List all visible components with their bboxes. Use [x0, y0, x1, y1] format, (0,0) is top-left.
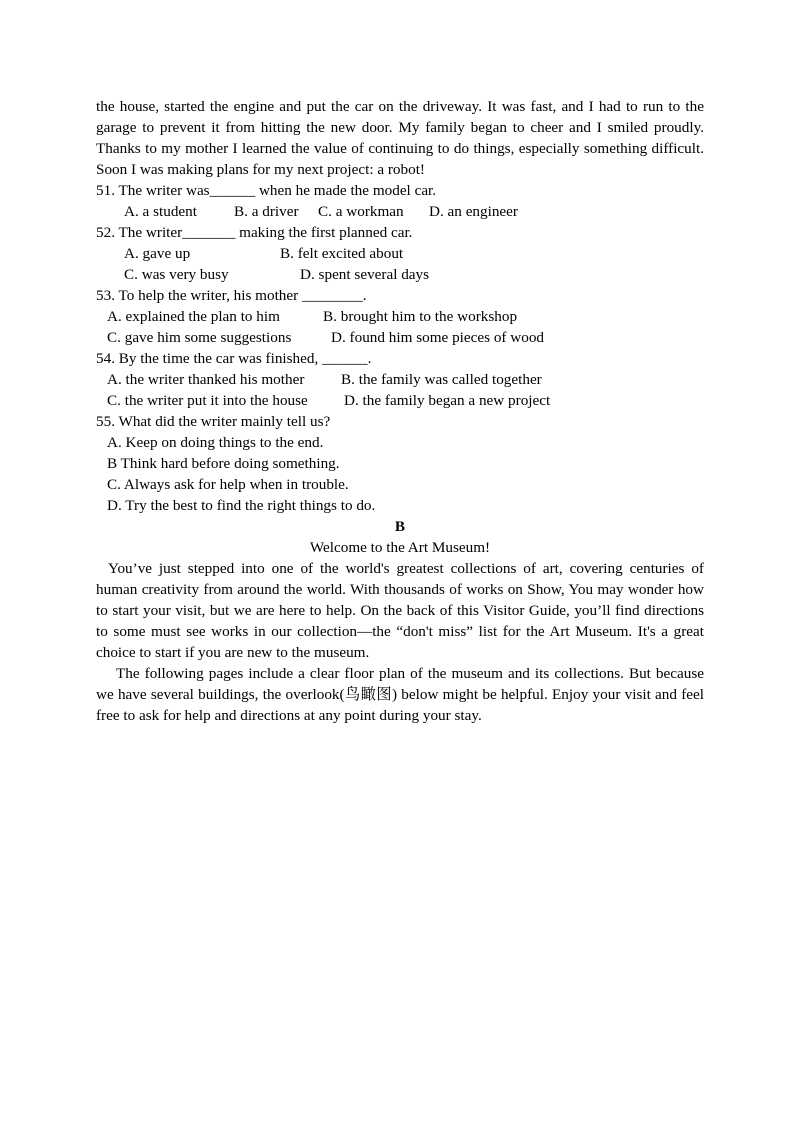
section-title: Welcome to the Art Museum! [309, 539, 491, 556]
option-c: C. the writer put it into the house [107, 392, 308, 409]
option-a: A. explained the plan to him [107, 308, 280, 325]
option-b: B. the family was called together [341, 371, 542, 388]
options-row [96, 306, 704, 327]
option-a: A. Keep on doing things to the end. [107, 434, 324, 451]
option-d: D. spent several days [300, 266, 430, 283]
question-52 [96, 222, 704, 285]
question-stem: 53. To help the writer, his mother ________. [96, 287, 367, 304]
options-row [96, 327, 704, 348]
options-row [96, 369, 704, 390]
question-55 [96, 411, 704, 516]
option-d: D. the family began a new project [344, 392, 551, 409]
option-a: A. a student [124, 203, 197, 220]
question-51 [96, 180, 704, 222]
option-b: B. felt excited about [280, 245, 404, 262]
options-row [96, 264, 704, 285]
option-b: B. a driver [234, 203, 299, 220]
question-stem: 51. The writer was______ when he made the model car. [96, 182, 437, 199]
option-c: C. Always ask for help when in trouble. [107, 476, 349, 493]
section-b-paragraph-1: You’ve just stepped into one of the world's greatest collections of art, covering centuries of human creativity from around the world. With thousands of works on Show, You may wonder how to start your visit, but we are here to help. On the back of this Visitor Guide, you’ll find directions to some must see works in our collection—the “don't miss” list for the Art Museum. It's a great choice to start if you are new to the museum. [96, 560, 704, 661]
question-stem: 54. By the time the car was finished, ______. [96, 350, 372, 367]
section-label: B [394, 518, 406, 535]
option-b: B Think hard before doing something. [107, 455, 340, 472]
question-54 [96, 348, 704, 411]
question-stem: 52. The writer_______ making the first planned car. [96, 224, 413, 241]
option-a: A. the writer thanked his mother [107, 371, 305, 388]
option-d: D. an engineer [429, 203, 518, 220]
question-stem: 55. What did the writer mainly tell us? [96, 413, 331, 430]
option-d: D. found him some pieces of wood [331, 329, 545, 346]
section-b-paragraph-2: The following pages include a clear floor plan of the museum and its collections. But because we have several buildings, the overlook(鸟瞰图) below might be helpful. Enjoy your visit and feel free to ask for help and directions at any point during your stay. [96, 665, 704, 724]
options-row [96, 243, 704, 264]
option-d: D. Try the best to find the right things to do. [107, 497, 376, 514]
option-c: C. was very busy [124, 266, 229, 283]
option-c: C. a workman [318, 203, 404, 220]
option-b: B. brought him to the workshop [323, 308, 518, 325]
passage-a-ending: the house, started the engine and put the car on the driveway. It was fast, and I had to run to the garage to prevent it from hitting the new door. My family began to cheer and I smiled proudly. Thanks to my mother I learned the value of continuing to do things, especially something difficult. Soon I was making plans for my next project: a robot! [96, 98, 704, 178]
options-row [96, 390, 704, 411]
document-content [96, 96, 704, 726]
options-row [96, 201, 704, 222]
option-a: A. gave up [124, 245, 191, 262]
question-53 [96, 285, 704, 348]
option-c: C. gave him some suggestions [107, 329, 292, 346]
